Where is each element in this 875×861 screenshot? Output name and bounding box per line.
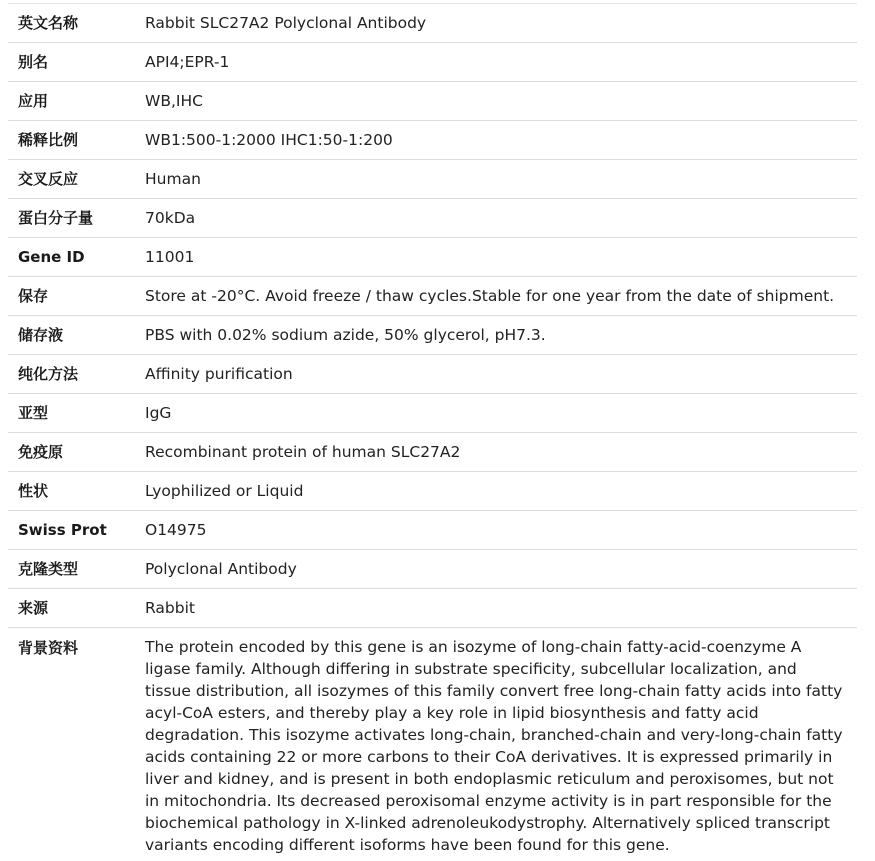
spec-row-purification (8, 355, 857, 394)
spec-label: 保存 (8, 277, 145, 316)
spec-label: 亚型 (8, 394, 145, 433)
spec-row-alias (8, 43, 857, 82)
product-spec-table (8, 3, 857, 856)
spec-row-isotype (8, 394, 857, 433)
spec-value: Store at -20°C. Avoid freeze / thaw cycles.Stable for one year from the date of shipment. (145, 277, 857, 316)
spec-label: Swiss Prot (8, 511, 145, 550)
spec-row-application (8, 82, 857, 121)
spec-value: Lyophilized or Liquid (145, 472, 857, 511)
spec-label: 英文名称 (8, 4, 145, 43)
spec-value: Polyclonal Antibody (145, 550, 857, 589)
spec-row-storage (8, 277, 857, 316)
spec-label: 蛋白分子量 (8, 199, 145, 238)
spec-label: 背景资料 (8, 628, 145, 857)
spec-value: 11001 (145, 238, 857, 277)
spec-row-english-name (8, 4, 857, 43)
spec-value: Affinity purification (145, 355, 857, 394)
spec-value-background: The protein encoded by this gene is an isozyme of long-chain fatty-acid-coenzyme A ligase family. Although differing in substrate specificity, subcellular localization, and tissue distribution, all isozymes of this family convert free long-chain fatty acids into fatty acyl-CoA esters, and thereby play a key role in lipid biosynthesis and fatty acid degradation. This isozyme activates long-chain, branched-chain and very-long-chain fatty acids containing 22 or more carbons to their CoA derivatives. It is expressed primarily in liver and kidney, and is present in both endoplasmic reticulum and peroxisomes, but not in mitochondria. Its decreased peroxisomal enzyme activity is in part responsible for the biochemical pathology in X-linked adrenoleukodystrophy. Alternatively spliced transcript variants encoding different isoforms have been found for this gene. (145, 628, 857, 857)
spec-value: WB,IHC (145, 82, 857, 121)
spec-value: WB1:500-1:2000 IHC1:50-1:200 (145, 121, 857, 160)
spec-row-host (8, 589, 857, 628)
spec-label: 别名 (8, 43, 145, 82)
spec-value: Rabbit SLC27A2 Polyclonal Antibody (145, 4, 857, 43)
spec-value: Human (145, 160, 857, 199)
spec-row-reactivity (8, 160, 857, 199)
spec-row-immunogen (8, 433, 857, 472)
spec-value: 70kDa (145, 199, 857, 238)
spec-value: IgG (145, 394, 857, 433)
spec-row-background (8, 628, 857, 857)
spec-row-buffer (8, 316, 857, 355)
spec-label: Gene ID (8, 238, 145, 277)
spec-value: API4;EPR-1 (145, 43, 857, 82)
spec-label: 储存液 (8, 316, 145, 355)
spec-label: 纯化方法 (8, 355, 145, 394)
spec-label: 性状 (8, 472, 145, 511)
spec-row-gene-id (8, 238, 857, 277)
spec-label: 交叉反应 (8, 160, 145, 199)
spec-label: 来源 (8, 589, 145, 628)
spec-row-form (8, 472, 857, 511)
spec-row-molecular-weight (8, 199, 857, 238)
spec-value: O14975 (145, 511, 857, 550)
spec-value: PBS with 0.02% sodium azide, 50% glycerol, pH7.3. (145, 316, 857, 355)
spec-label: 免疫原 (8, 433, 145, 472)
spec-row-clonality (8, 550, 857, 589)
spec-value: Rabbit (145, 589, 857, 628)
spec-row-dilution (8, 121, 857, 160)
spec-label: 稀释比例 (8, 121, 145, 160)
spec-row-swiss-prot (8, 511, 857, 550)
spec-label: 克隆类型 (8, 550, 145, 589)
spec-label: 应用 (8, 82, 145, 121)
spec-value: Recombinant protein of human SLC27A2 (145, 433, 857, 472)
